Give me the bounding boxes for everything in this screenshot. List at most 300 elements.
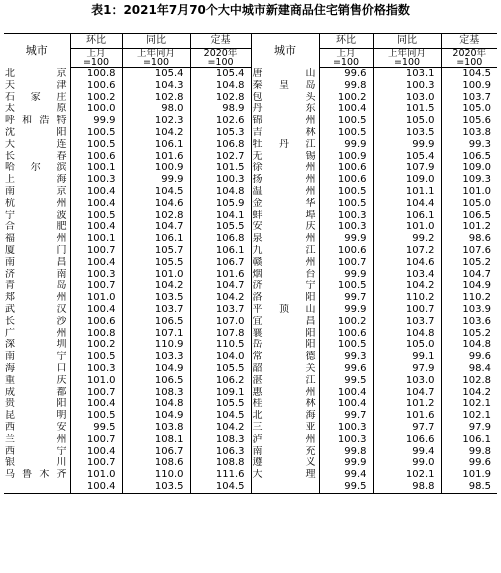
yoy-subheader: 上年同月 =100 xyxy=(122,49,190,68)
base-value: 101.5 xyxy=(190,162,251,174)
mom-value: 100.6 xyxy=(86,79,116,91)
table-row xyxy=(4,269,497,281)
table-row xyxy=(4,292,497,304)
mom-value: 100.9 xyxy=(337,150,367,162)
mom-value: 100.7 xyxy=(86,457,116,469)
yoy-value: 105.4 xyxy=(373,151,441,163)
base-value: 104.5 xyxy=(190,410,251,422)
mom-value: 100.4 xyxy=(337,386,367,398)
base-value: 105.5 xyxy=(190,363,251,375)
mom-value: 100.6 xyxy=(337,327,367,339)
table-row xyxy=(4,151,497,163)
base-value: 106.1 xyxy=(190,245,251,257)
mom-value: 100.7 xyxy=(86,433,116,445)
city-name: 扬州 xyxy=(251,174,319,186)
base-value: 109.3 xyxy=(441,174,497,186)
mom-value: 99.9 xyxy=(344,303,367,315)
base-value: 102.7 xyxy=(190,151,251,163)
base-value: 105.0 xyxy=(441,103,497,115)
yoy-value: 103.0 xyxy=(373,375,441,387)
mom-value: 100.4 xyxy=(86,185,116,197)
mom-value: 99.8 xyxy=(344,79,367,91)
mom-value: 99.5 xyxy=(93,421,116,433)
yoy-value: 108.6 xyxy=(122,457,190,469)
table-body xyxy=(4,68,497,494)
yoy-value: 99.0 xyxy=(373,457,441,469)
city-name: 安庆 xyxy=(251,221,319,233)
base-value: 98.6 xyxy=(441,233,497,245)
base-subheader: 2020年 =100 xyxy=(441,49,497,68)
mom-value: 100.4 xyxy=(86,303,116,315)
table-row xyxy=(4,210,497,222)
table-row xyxy=(4,198,497,210)
yoy-value: 104.2 xyxy=(373,280,441,292)
mom-value: 101.0 xyxy=(86,469,116,481)
base-value: 105.2 xyxy=(441,257,497,269)
mom-value: 100.4 xyxy=(86,221,116,233)
base-value: 104.2 xyxy=(190,422,251,434)
mom-value: 99.4 xyxy=(344,469,367,481)
yoy-value: 103.5 xyxy=(373,127,441,139)
yoy-value: 101.6 xyxy=(373,410,441,422)
mom-value: 100.2 xyxy=(337,91,367,103)
mom-value: 100.4 xyxy=(337,103,367,115)
table-row xyxy=(4,422,497,434)
table-row xyxy=(4,387,497,399)
table-row xyxy=(4,115,497,127)
base-value: 105.6 xyxy=(441,115,497,127)
yoy-value: 108.3 xyxy=(122,387,190,399)
mom-value: 100.3 xyxy=(86,268,116,280)
yoy-value: 103.8 xyxy=(122,422,190,434)
base-value: 102.1 xyxy=(441,410,497,422)
base-value: 104.8 xyxy=(190,186,251,198)
city-name: 长春 xyxy=(4,151,70,163)
base-value: 104.8 xyxy=(441,339,497,351)
city-name: 天津 xyxy=(4,80,70,92)
base-value: 102.8 xyxy=(441,375,497,387)
city-name: 西安 xyxy=(4,422,70,434)
city-name: 昆明 xyxy=(4,410,70,422)
city-name: 襄阳 xyxy=(251,328,319,340)
city-name: 重庆 xyxy=(4,375,70,387)
city-name: 南京 xyxy=(4,186,70,198)
city-name: 广州 xyxy=(4,328,70,340)
mom-value: 100.3 xyxy=(86,174,116,186)
base-header: 定基 xyxy=(190,34,251,49)
city-name: 深圳 xyxy=(4,339,70,351)
mom-value: 100.4 xyxy=(86,398,116,410)
city-name: 岳阳 xyxy=(251,339,319,351)
yoy-value: 106.5 xyxy=(122,316,190,328)
base-value: 102.1 xyxy=(441,398,497,410)
city-name: 呼和浩特 xyxy=(4,115,70,127)
base-value: 105.5 xyxy=(190,221,251,233)
city-name: 厦门 xyxy=(4,245,70,257)
city-header: 城市 xyxy=(251,34,319,68)
table-row xyxy=(4,410,497,422)
table-row xyxy=(4,245,497,257)
city-name: 平顶山 xyxy=(251,304,319,316)
yoy-value: 101.5 xyxy=(373,103,441,115)
yoy-value: 106.5 xyxy=(122,375,190,387)
base-value: 104.2 xyxy=(441,387,497,399)
yoy-value: 103.7 xyxy=(122,304,190,316)
city-name: 贵阳 xyxy=(4,398,70,410)
table-row xyxy=(4,80,497,92)
yoy-value: 103.5 xyxy=(122,292,190,304)
yoy-value: 99.4 xyxy=(373,446,441,458)
mom-subheader: 上月 =100 xyxy=(70,49,122,68)
base-value: 104.8 xyxy=(190,80,251,92)
yoy-value: 103.1 xyxy=(373,68,441,80)
city-name: 惠州 xyxy=(251,387,319,399)
yoy-value: 102.1 xyxy=(373,469,441,481)
mom-value: 100.5 xyxy=(337,197,367,209)
city-name: 蚌埠 xyxy=(251,210,319,222)
mom-value: 99.6 xyxy=(344,68,367,79)
city-name: 金华 xyxy=(251,198,319,210)
table-row xyxy=(4,375,497,387)
yoy-value: 106.7 xyxy=(122,446,190,458)
mom-value: 100.3 xyxy=(86,362,116,374)
yoy-value: 107.1 xyxy=(122,328,190,340)
base-value: 107.8 xyxy=(190,328,251,340)
table-row xyxy=(4,92,497,104)
table-row xyxy=(4,457,497,469)
mom-value: 100.5 xyxy=(337,339,367,351)
base-value: 101.6 xyxy=(190,269,251,281)
mom-value: 100.4 xyxy=(86,256,116,268)
base-value: 98.9 xyxy=(190,103,251,115)
city-name xyxy=(4,481,70,493)
base-value: 109.0 xyxy=(441,162,497,174)
city-name: 乌鲁木齐 xyxy=(4,469,70,481)
city-name: 济宁 xyxy=(251,280,319,292)
mom-value: 100.5 xyxy=(337,126,367,138)
mom-value: 99.7 xyxy=(344,410,367,422)
mom-subheader: 上月 =100 xyxy=(319,49,373,68)
mom-value: 99.8 xyxy=(344,445,367,457)
mom-value: 99.3 xyxy=(344,351,367,363)
base-value: 104.1 xyxy=(190,210,251,222)
mom-value: 100.6 xyxy=(86,315,116,327)
mom-value: 99.7 xyxy=(344,292,367,304)
yoy-value: 105.5 xyxy=(122,257,190,269)
city-name: 锦州 xyxy=(251,115,319,127)
mom-value: 100.5 xyxy=(337,280,367,292)
base-value: 104.7 xyxy=(441,269,497,281)
base-value: 111.6 xyxy=(190,469,251,481)
yoy-value: 99.9 xyxy=(122,174,190,186)
table-row xyxy=(4,162,497,174)
base-value: 103.8 xyxy=(441,127,497,139)
city-name: 九江 xyxy=(251,245,319,257)
city-name: 徐州 xyxy=(251,162,319,174)
yoy-value: 98.8 xyxy=(373,481,441,493)
city-name: 泸州 xyxy=(251,434,319,446)
mom-value: 99.6 xyxy=(344,362,367,374)
base-value: 105.5 xyxy=(190,398,251,410)
yoy-value: 102.3 xyxy=(122,115,190,127)
city-name: 福州 xyxy=(4,233,70,245)
yoy-value: 110.2 xyxy=(373,292,441,304)
yoy-value: 97.9 xyxy=(373,363,441,375)
mom-value: 100.5 xyxy=(86,351,116,363)
base-value: 107.6 xyxy=(441,245,497,257)
mom-value: 99.9 xyxy=(344,233,367,245)
base-value: 102.8 xyxy=(190,92,251,104)
base-value: 97.9 xyxy=(441,422,497,434)
city-name: 石家庄 xyxy=(4,92,70,104)
base-value: 105.4 xyxy=(190,68,251,80)
base-subheader: 2020年 =100 xyxy=(190,49,251,68)
city-name: 太原 xyxy=(4,103,70,115)
base-value: 106.7 xyxy=(190,257,251,269)
city-name: 大理 xyxy=(251,469,319,481)
city-name: 西宁 xyxy=(4,446,70,458)
yoy-value: 98.0 xyxy=(122,103,190,115)
mom-value: 100.8 xyxy=(86,327,116,339)
city-name: 吉林 xyxy=(251,127,319,139)
base-value: 105.0 xyxy=(441,198,497,210)
mom-value: 100.5 xyxy=(337,185,367,197)
yoy-value: 99.2 xyxy=(373,233,441,245)
mom-value: 100.6 xyxy=(337,244,367,256)
base-value: 106.8 xyxy=(190,139,251,151)
mom-value: 100.6 xyxy=(337,174,367,186)
base-value: 106.1 xyxy=(441,434,497,446)
city-name: 三亚 xyxy=(251,422,319,434)
yoy-value: 99.9 xyxy=(373,139,441,151)
yoy-header: 同比 xyxy=(122,34,190,49)
base-value: 103.7 xyxy=(441,92,497,104)
mom-value: 100.7 xyxy=(337,256,367,268)
mom-value: 100.2 xyxy=(86,339,116,351)
base-value: 102.6 xyxy=(190,115,251,127)
city-name: 上海 xyxy=(4,174,70,186)
mom-value: 100.5 xyxy=(86,126,116,138)
mom-value: 101.0 xyxy=(86,374,116,386)
city-name: 兰州 xyxy=(4,434,70,446)
city-name: 南昌 xyxy=(4,257,70,269)
table-row xyxy=(4,434,497,446)
base-value: 105.2 xyxy=(441,328,497,340)
mom-value: 100.0 xyxy=(86,103,116,115)
city-name: 洛阳 xyxy=(251,292,319,304)
yoy-value: 105.4 xyxy=(122,68,190,80)
yoy-value: 101.6 xyxy=(122,151,190,163)
mom-value: 100.6 xyxy=(86,150,116,162)
mom-value: 100.4 xyxy=(86,445,116,457)
city-name: 韶关 xyxy=(251,363,319,375)
yoy-value: 104.7 xyxy=(373,387,441,399)
base-value: 104.2 xyxy=(190,292,251,304)
yoy-value: 104.6 xyxy=(122,198,190,210)
yoy-value: 104.8 xyxy=(122,398,190,410)
yoy-value: 104.2 xyxy=(122,280,190,292)
table-row xyxy=(4,186,497,198)
base-value: 108.8 xyxy=(190,457,251,469)
city-name: 青岛 xyxy=(4,280,70,292)
city-name: 湛江 xyxy=(251,375,319,387)
mom-value: 100.5 xyxy=(86,209,116,221)
table-title: 表1：2021年7月70个大中城市新建商品住宅销售价格指数 xyxy=(91,3,410,17)
table-row xyxy=(4,339,497,351)
city-name: 遵义 xyxy=(251,457,319,469)
base-value: 107.0 xyxy=(190,316,251,328)
city-name: 武汉 xyxy=(4,304,70,316)
base-value: 105.3 xyxy=(190,127,251,139)
yoy-value: 106.1 xyxy=(122,233,190,245)
yoy-value: 104.8 xyxy=(373,328,441,340)
mom-value: 100.7 xyxy=(86,244,116,256)
mom-header: 环比 xyxy=(319,34,373,49)
base-value: 104.5 xyxy=(441,68,497,80)
city-name: 沈阳 xyxy=(4,127,70,139)
yoy-value: 104.2 xyxy=(122,127,190,139)
city-name: 宜昌 xyxy=(251,316,319,328)
base-value: 106.8 xyxy=(190,233,251,245)
city-name: 南宁 xyxy=(4,351,70,363)
city-name: 温州 xyxy=(251,186,319,198)
base-value: 104.0 xyxy=(190,351,251,363)
table-row xyxy=(4,139,497,151)
mom-value: 100.2 xyxy=(86,91,116,103)
city-name: 郑州 xyxy=(4,292,70,304)
city-name: 杭州 xyxy=(4,198,70,210)
table-row xyxy=(4,469,497,481)
yoy-value: 106.1 xyxy=(122,139,190,151)
yoy-value: 101.1 xyxy=(373,186,441,198)
city-name: 北京 xyxy=(4,68,70,80)
yoy-header: 同比 xyxy=(373,34,441,49)
base-value: 110.5 xyxy=(190,339,251,351)
table-row xyxy=(4,398,497,410)
yoy-value: 104.9 xyxy=(122,410,190,422)
mom-value: 100.7 xyxy=(86,386,116,398)
table-row xyxy=(4,68,497,80)
table-row xyxy=(4,127,497,139)
base-value: 99.6 xyxy=(441,351,497,363)
mom-value: 100.3 xyxy=(337,421,367,433)
yoy-value: 106.6 xyxy=(373,434,441,446)
yoy-value: 107.9 xyxy=(373,162,441,174)
yoy-value: 110.9 xyxy=(122,339,190,351)
yoy-value: 105.0 xyxy=(373,339,441,351)
yoy-value: 104.7 xyxy=(122,221,190,233)
table-row xyxy=(4,174,497,186)
mom-value: 99.9 xyxy=(344,457,367,469)
table-row xyxy=(4,446,497,458)
base-value: 105.9 xyxy=(190,198,251,210)
base-value: 110.2 xyxy=(441,292,497,304)
yoy-value: 103.5 xyxy=(122,481,190,493)
yoy-value: 100.9 xyxy=(122,162,190,174)
yoy-value: 110.0 xyxy=(122,469,190,481)
yoy-value: 101.0 xyxy=(122,269,190,281)
base-value: 101.2 xyxy=(441,221,497,233)
yoy-value: 102.8 xyxy=(122,210,190,222)
mom-value: 100.8 xyxy=(86,68,116,79)
mom-value: 99.9 xyxy=(93,115,116,127)
city-name: 济南 xyxy=(4,269,70,281)
base-value: 108.3 xyxy=(190,434,251,446)
price-index-table xyxy=(4,33,497,494)
base-value: 103.7 xyxy=(190,304,251,316)
mom-value: 100.1 xyxy=(86,162,116,174)
city-name: 宁波 xyxy=(4,210,70,222)
table-row xyxy=(4,257,497,269)
mom-value: 100.3 xyxy=(337,209,367,221)
yoy-value: 103.3 xyxy=(122,351,190,363)
table-row xyxy=(4,363,497,375)
city-name: 桂林 xyxy=(251,398,319,410)
city-name: 银川 xyxy=(4,457,70,469)
base-value: 106.3 xyxy=(190,446,251,458)
table-row xyxy=(4,103,497,115)
mom-value: 100.5 xyxy=(86,410,116,422)
yoy-value: 97.7 xyxy=(373,422,441,434)
city-name: 牡丹江 xyxy=(251,139,319,151)
city-name: 成都 xyxy=(4,387,70,399)
mom-value: 99.9 xyxy=(344,268,367,280)
base-value: 99.3 xyxy=(441,139,497,151)
city-name: 赣州 xyxy=(251,257,319,269)
base-value: 106.5 xyxy=(441,151,497,163)
table-row xyxy=(4,233,497,245)
mom-value: 100.7 xyxy=(86,280,116,292)
mom-value: 100.6 xyxy=(337,162,367,174)
city-header: 城市 xyxy=(4,34,70,68)
city-name: 合肥 xyxy=(4,221,70,233)
mom-value: 100.4 xyxy=(337,398,367,410)
table-row xyxy=(4,221,497,233)
city-name: 烟台 xyxy=(251,269,319,281)
yoy-subheader: 上年同月 =100 xyxy=(373,49,441,68)
city-name: 丹东 xyxy=(251,103,319,115)
base-value: 104.7 xyxy=(190,280,251,292)
yoy-value: 105.0 xyxy=(373,115,441,127)
city-name: 无锡 xyxy=(251,151,319,163)
yoy-value: 104.3 xyxy=(122,80,190,92)
mom-value: 99.5 xyxy=(344,374,367,386)
mom-value: 100.4 xyxy=(86,480,116,492)
city-name: 北海 xyxy=(251,410,319,422)
mom-value: 100.3 xyxy=(337,433,367,445)
base-value: 104.9 xyxy=(441,280,497,292)
base-value: 106.2 xyxy=(190,375,251,387)
yoy-value: 101.0 xyxy=(373,221,441,233)
yoy-value: 104.4 xyxy=(373,198,441,210)
base-value: 98.4 xyxy=(441,363,497,375)
base-value: 103.9 xyxy=(441,304,497,316)
yoy-value: 106.1 xyxy=(373,210,441,222)
yoy-value: 103.0 xyxy=(373,92,441,104)
mom-value: 100.4 xyxy=(86,197,116,209)
yoy-value: 101.2 xyxy=(373,398,441,410)
city-name xyxy=(251,481,319,493)
mom-value: 101.0 xyxy=(86,292,116,304)
city-name: 南充 xyxy=(251,446,319,458)
city-name: 包头 xyxy=(251,92,319,104)
yoy-value: 108.1 xyxy=(122,434,190,446)
city-name: 秦皇岛 xyxy=(251,80,319,92)
mom-value: 100.5 xyxy=(337,115,367,127)
city-name: 长沙 xyxy=(4,316,70,328)
table-row xyxy=(4,328,497,340)
table-row xyxy=(4,280,497,292)
